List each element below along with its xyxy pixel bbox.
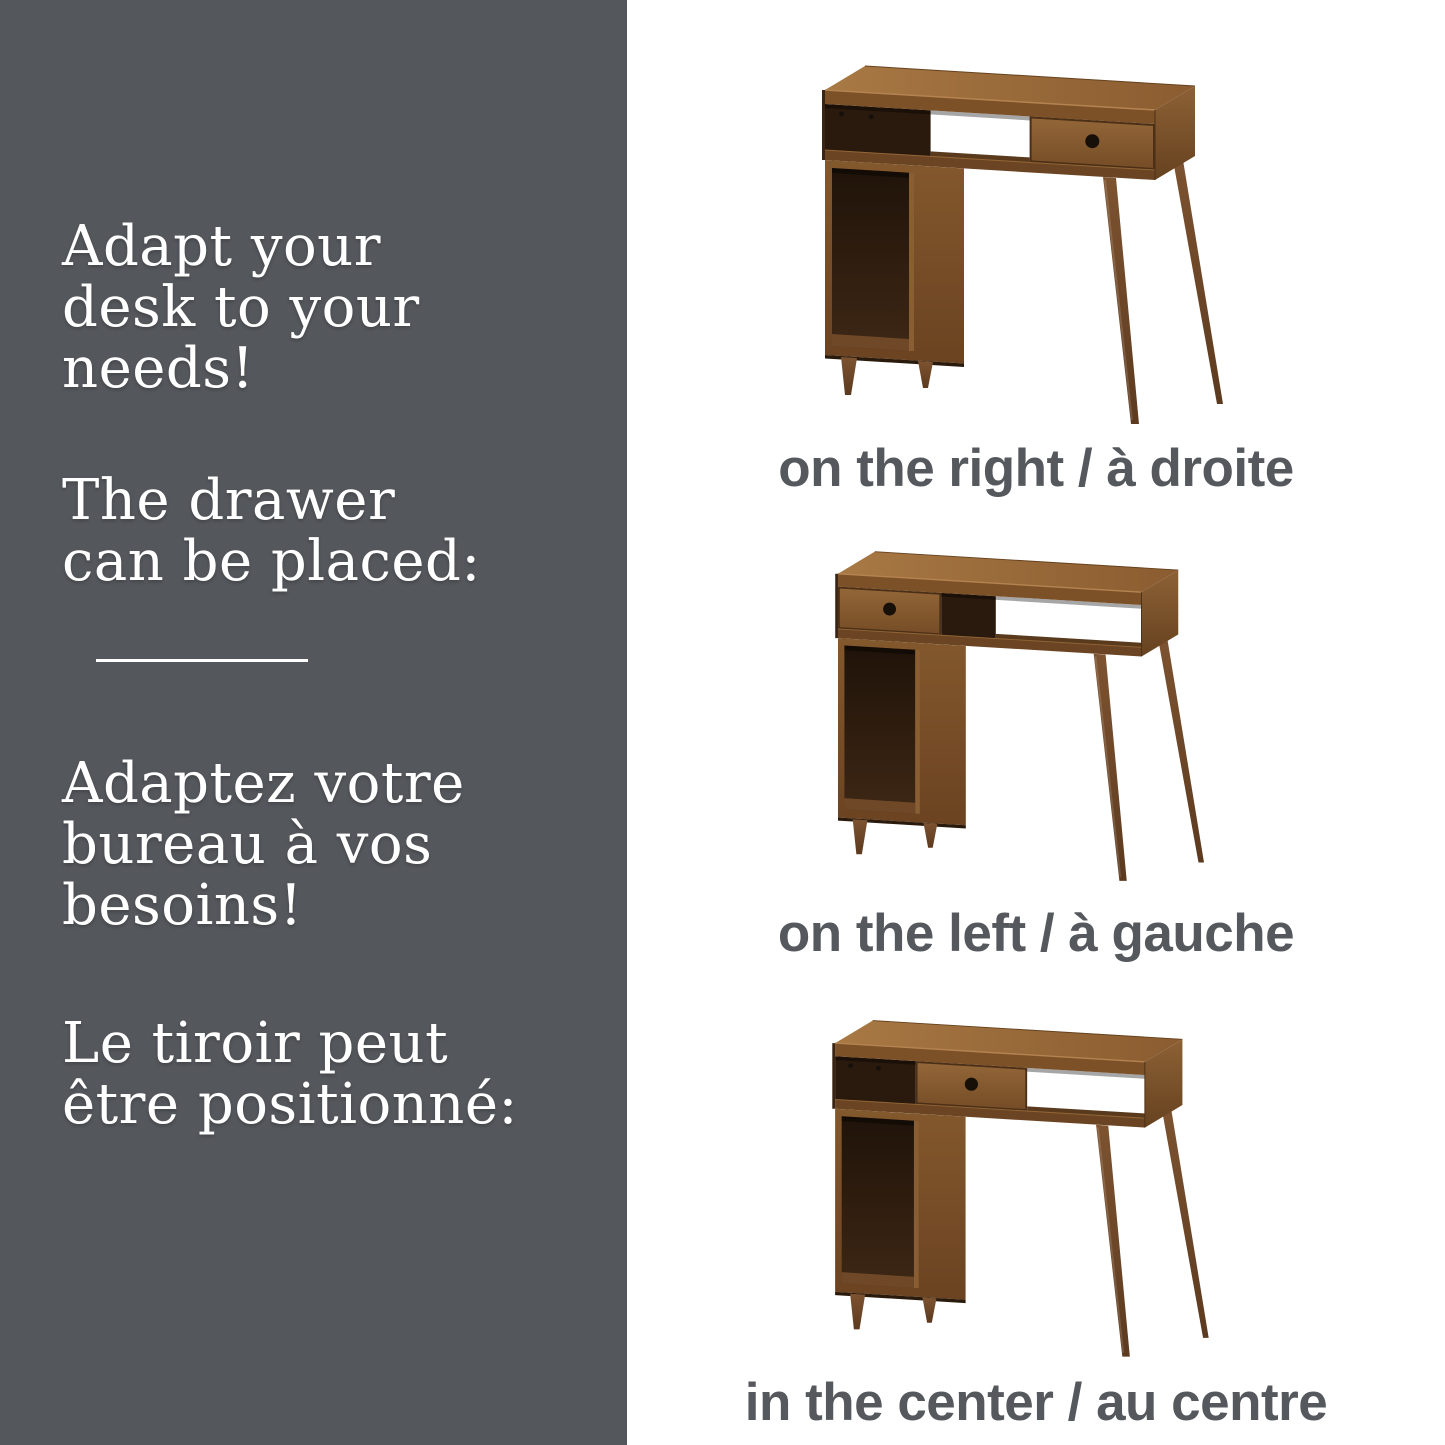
info-panel bbox=[0, 0, 627, 1445]
cabinet-leg bbox=[924, 823, 938, 848]
heading-fr bbox=[62, 753, 465, 936]
heading-en-line-1: Adapt your bbox=[62, 214, 382, 279]
subheading-en-line-1: The drawer bbox=[62, 468, 396, 533]
desk-back-leg bbox=[1162, 1109, 1209, 1338]
caption-drawer-right: on the right / à droite bbox=[778, 439, 1294, 498]
screw-dot bbox=[876, 1066, 881, 1071]
cabinet-open-compartment bbox=[844, 645, 915, 813]
drawer-finger-hole bbox=[883, 603, 896, 616]
screw-dot bbox=[839, 112, 844, 117]
desk-illustration-drawer-right bbox=[775, 10, 1335, 450]
desk-back-leg bbox=[1158, 638, 1204, 862]
caption-drawer-center: in the center / au centre bbox=[744, 1373, 1328, 1432]
divider-line bbox=[96, 659, 308, 662]
cabinet-leg bbox=[918, 361, 933, 388]
cabinet-leg bbox=[922, 1297, 936, 1322]
subheading-fr-line-1: Le tiroir peut bbox=[62, 1011, 449, 1076]
caption-drawer-left: on the left / à gauche bbox=[777, 904, 1295, 963]
desk-illustration-drawer-center bbox=[788, 968, 1314, 1381]
cabinet-leg bbox=[853, 819, 868, 854]
cabinet-open-compartment bbox=[842, 1116, 914, 1288]
heading-fr-line-3: besoins! bbox=[62, 873, 303, 938]
heading-en-line-3: needs! bbox=[62, 336, 255, 401]
desk-illustration-drawer-left bbox=[792, 500, 1307, 905]
heading-en bbox=[62, 216, 420, 399]
screw-dot bbox=[869, 114, 874, 119]
heading-en-line-2: desk to your bbox=[62, 275, 420, 340]
drawer-finger-hole bbox=[965, 1078, 978, 1091]
screw-dot bbox=[848, 1063, 853, 1068]
subheading-fr bbox=[62, 1013, 518, 1135]
subheading-en-line-2: can be placed: bbox=[62, 529, 481, 594]
heading-fr-line-2: bureau à vos bbox=[62, 812, 433, 877]
cabinet-leg bbox=[841, 357, 857, 395]
cabinet-leg bbox=[850, 1294, 865, 1330]
cabinet-open-compartment bbox=[832, 168, 909, 351]
subheading-en bbox=[62, 470, 481, 592]
heading-fr-line-1: Adaptez votre bbox=[62, 751, 465, 816]
subheading-fr-line-2: être positionné: bbox=[62, 1072, 518, 1137]
drawer-finger-hole bbox=[1085, 134, 1099, 148]
desk-back-leg bbox=[1173, 160, 1223, 404]
